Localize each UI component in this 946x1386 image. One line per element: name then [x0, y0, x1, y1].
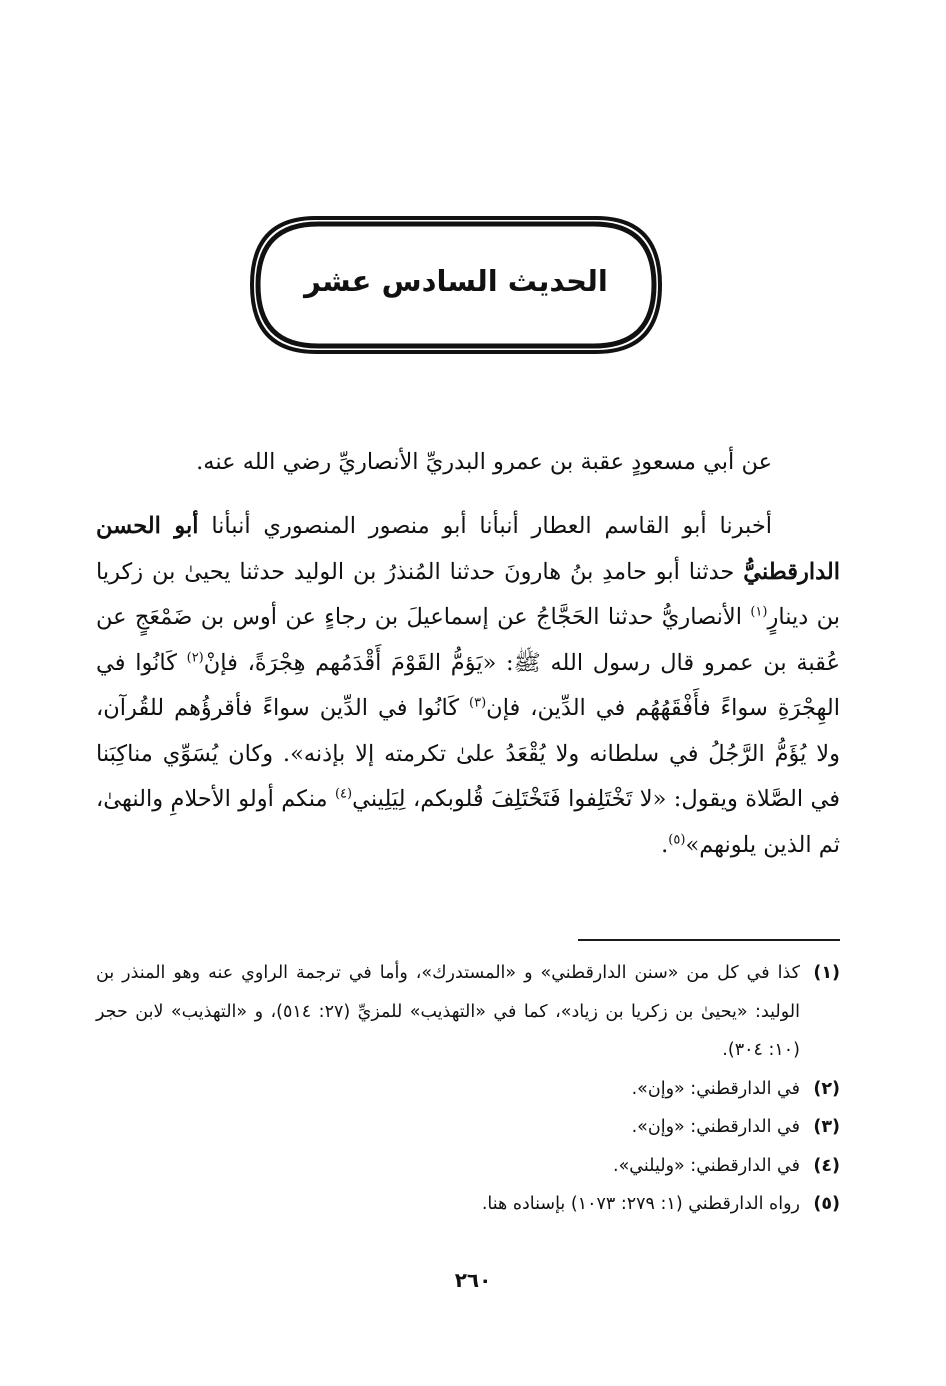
footnote-text: في الدارقطني: «وإن».	[631, 1117, 800, 1137]
narrator-line: عن أبي مسعودٍ عقبة بن عمرو البدريِّ الأنصاريِّ رضي الله عنه.	[196, 449, 772, 475]
footnote-number: (٤)	[813, 1155, 840, 1176]
footnote-ref-2[interactable]: (٢)	[186, 650, 204, 665]
footnote-text: كذا في كل من «سنن الدارقطني» و «المستدرك»، وأما في ترجمة الراوي عنه وهو المنذر بن الوليد: «يحيىٰ بن زكريا بن زياد»، كما في «التهذيب» للمزيِّ (٢٧: ٥١٤)، و «التهذيب» لابن حجر (١٠: ٣٠٤).	[96, 963, 800, 1060]
isnad-part-1: أخبرنا أبو القاسم العطار أنبأنا أبو منصور المنصوري أنبأنا	[198, 513, 772, 539]
hadith-isnad-paragraph	[96, 504, 840, 868]
footnote-text: في الدارقطني: «وإن».	[631, 1078, 800, 1099]
isnad-part-7: .	[661, 831, 669, 858]
isnad-part-3: الأنصاريُّ حدثنا الحَجَّاجُ عن إسماعيلَ بن رجاءٍ عن أوس بن ضَمْعَجٍ عن عُقبة بن عمرو قال رسول الله ﷺ: «يَؤمُّ القَوْمَ أَقْدَمُهم هِجْرَةً، فإنْ	[96, 604, 840, 676]
footnote-item	[96, 1108, 840, 1147]
narrator-name-bold: أبو الحسن الدارقطنيُّ	[96, 513, 840, 585]
isnad-part-6: منكم أولو الأحلامِ والنهىٰ، ثم الذين يلونهم»	[96, 786, 840, 858]
footnote-text: في الدارقطني: «وليلني».	[613, 1155, 800, 1176]
footnote-ref-1[interactable]: (١)	[750, 604, 768, 620]
footnote-text: رواه الدارقطني (١: ٢٧٩: ١٠٧٣) بإسناده هنا.	[481, 1194, 800, 1214]
footnote-number: (٣)	[813, 1117, 840, 1137]
footnote-item	[96, 954, 840, 1070]
chapter-title-frame	[246, 212, 666, 358]
footnote-item	[96, 1147, 840, 1186]
footnote-ref-4[interactable]: (٤)	[334, 786, 353, 802]
page-number: ٢٦٠	[454, 1268, 492, 1292]
isnad-part-2: حدثنا أبو حامدِ بنُ هارونَ حدثنا المُنذرُ بن الوليد حدثنا يحيىٰ بن زكريا بن دينارٍ	[96, 558, 840, 630]
chapter-title: الحديث السادس عشر	[304, 264, 608, 298]
footnote-item	[96, 1185, 840, 1224]
isnad-part-5: كَانُوا في الدِّين سواءً فأقرؤُهم للقُرآن، ولا يُؤَمُّ الرَّجُلُ في سلطانه ولا يُقْعَدُ علىٰ تكرمته إلا بإذنه». وكان يُسَوِّي مناكِبَنا في الصَّلاة ويقول: «لا تَخْتَلِفوا فَتَخْتَلِفَ قُلوبكم، لِيَلِيني	[96, 695, 841, 812]
isnad-part-4: كَانُوا في الهِجْرَةِ سواءً فأَفْقَهُهُم في الدِّين، فإن	[96, 649, 840, 721]
footnote-number: (٥)	[813, 1194, 840, 1214]
footnote-number: (٢)	[813, 1078, 840, 1099]
footnotes-section	[96, 954, 840, 1224]
footnote-ref-5[interactable]: (٥)	[668, 832, 686, 847]
footnote-item	[96, 1070, 840, 1109]
footnote-ref-3[interactable]: (٣)	[469, 695, 487, 711]
footnote-divider	[578, 939, 840, 941]
footnote-number: (١)	[813, 963, 840, 983]
